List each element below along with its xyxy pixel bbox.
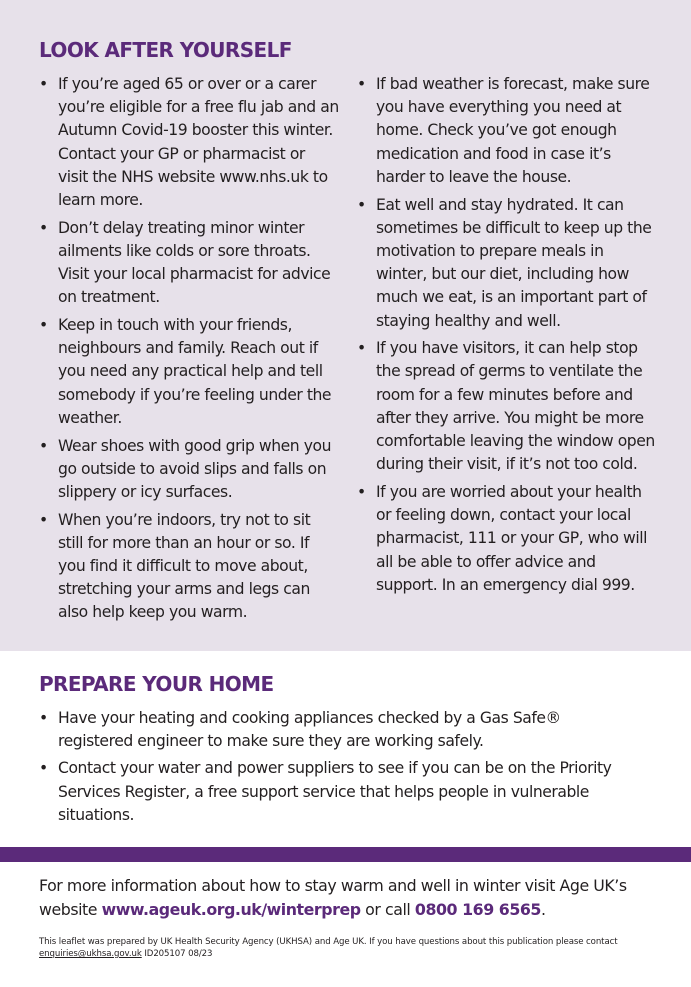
look-after-right-list [357,73,657,601]
website-link[interactable]: www.ageuk.org.uk/winterprep [101,900,361,919]
list-item: • If you’re aged 65 or over or a carer you’re eligible for a free flu jab and an Autumn Covid-19 booster this winter. Contact your GP or pharmacist or visit the NHS website www.nhs.uk to learn more. [39,73,339,212]
list-item: • If you are worried about your health or feeling down, contact your local pharmacist, 111 or your GP, who will all be able to offer advice and support. In an emergency dial 999. [357,481,657,597]
list-item: • Contact your water and power suppliers to see if you can be on the Priority Services Register, a free support service that helps people in vulnerable situations. [39,757,639,827]
more-info-end: . [540,900,546,919]
more-information [39,874,679,922]
publication-id: ID205107 08/23 [141,949,213,959]
look-after-left-list [39,73,339,629]
list-item: • If you have visitors, it can help stop the spread of germs to ventilate the room for a few minutes before and after they arrive. You might be more comfortable leaving the window open during their visit, if it’s not too cold. [357,337,657,476]
footer-text: This leaflet was prepared by UK Health Security Agency (UKHSA) and Age UK. If you have questions about this publication please contact [39,937,618,947]
list-item: • If bad weather is forecast, make sure you have everything you need at home. Check you’ve got enough medication and food in case it’s harder to leave the house. [357,73,657,189]
list-item: • Have your heating and cooking appliances checked by a Gas Safe® registered engineer to make sure they are working safely. [39,707,639,753]
list-item: • Don’t delay treating minor winter ailments like colds or sore throats. Visit your local pharmacist for advice on treatment. [39,217,339,310]
look-after-yourself-heading: LOOK AFTER YOURSELF [39,38,292,62]
footer-note [39,936,679,960]
list-item: • Wear shoes with good grip when you go outside to avoid slips and falls on slippery or icy surfaces. [39,435,339,505]
divider-band [0,847,691,862]
list-item: • When you’re indoors, try not to sit still for more than an hour or so. If you find it difficult to move about, stretching your arms and legs can also help keep you warm. [39,509,339,625]
prepare-your-home-heading: PREPARE YOUR HOME [39,672,274,696]
more-info-text: For more information about how to stay warm and well in winter visit Age UK’s website [39,876,627,919]
list-item: • Keep in touch with your friends, neighbours and family. Reach out if you need any practical help and tell somebody if you’re feeling under the weather. [39,314,339,430]
phone-number[interactable]: 0800 169 6565 [414,900,541,919]
contact-email-link[interactable]: enquiries@ukhsa.gov.uk [39,949,142,959]
more-info-call-text: or call [360,900,415,919]
prepare-home-list [39,707,639,831]
list-item: • Eat well and stay hydrated. It can sometimes be difficult to keep up the motivation to prepare meals in winter, but our diet, including how much we eat, is an important part of staying healthy and well. [357,194,657,333]
